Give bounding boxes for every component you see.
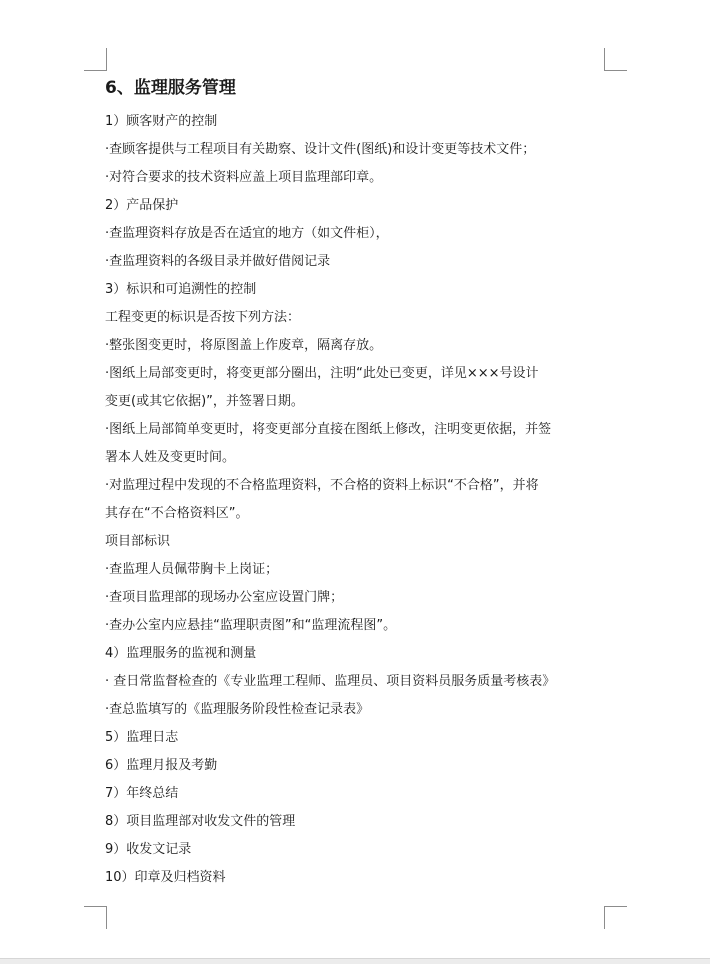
text-line: ·查监理资料的各级目录并做好借阅记录 — [105, 254, 331, 269]
text-line: ·图纸上局部简单变更时，将变更部分直接在图纸上修改，注明变更依据，并签 — [105, 422, 552, 437]
crop-mark-top-left — [84, 48, 107, 71]
crop-mark-bottom-right — [604, 906, 627, 929]
text-line: ·查项目监理部的现场办公室应设置门牌； — [105, 590, 344, 605]
text-line: 2）产品保护 — [105, 198, 179, 213]
text-line: 4）监理服务的监视和测量 — [105, 646, 257, 661]
text-line: 变更(或其它依据)”，并签署日期。 — [105, 394, 304, 409]
text-line: ·查办公室内应悬挂“监理职责图”和“监理流程图”。 — [105, 618, 397, 633]
text-line: 6）监理月报及考勤 — [105, 758, 218, 773]
text-line: 8）项目监理部对收发文件的管理 — [105, 814, 296, 829]
text-line: 7）年终总结 — [105, 786, 179, 801]
crop-mark-top-right — [604, 48, 627, 71]
text-line: 9）收发文记录 — [105, 842, 192, 857]
text-line: 署本人姓及变更时间。 — [105, 450, 236, 465]
text-line: 1）顾客财产的控制 — [105, 114, 218, 129]
text-line: ·对监理过程中发现的不合格监理资料，不合格的资料上标识“不合格”，并将 — [105, 478, 539, 493]
text-line: ·查监理资料存放是否在适宜的地方（如文件柜）， — [105, 226, 389, 241]
text-line: ·对符合要求的技术资料应盖上项目监理部印章。 — [105, 170, 383, 185]
page-bottom-edge — [0, 958, 710, 964]
text-line: ·查监理人员佩带胸卡上岗证； — [105, 562, 279, 577]
text-line: 项目部标识 — [105, 534, 171, 549]
text-line: 3）标识和可追溯性的控制 — [105, 282, 257, 297]
section-heading: 6、监理服务管理 — [105, 78, 236, 98]
document-body — [105, 74, 605, 892]
text-line: 其存在“不合格资料区”。 — [105, 506, 249, 521]
text-line: ·查总监填写的《监理服务阶段性检查记录表》 — [105, 702, 370, 717]
text-line: · 查日常监督检查的《专业监理工程师、监理员、项目资料员服务质量考核表》 — [105, 674, 556, 689]
text-line: ·查顾客提供与工程项目有关勘察、设计文件(图纸)和设计变更等技术文件； — [105, 142, 536, 157]
text-line: 5）监理日志 — [105, 730, 179, 745]
text-line: ·图纸上局部变更时，将变更部分圈出，注明“此处已变更，详见×××号设计 — [105, 366, 539, 381]
text-line: ·整张图变更时，将原图盖上作废章，隔离存放。 — [105, 338, 383, 353]
crop-mark-bottom-left — [84, 906, 107, 929]
text-line: 工程变更的标识是否按下列方法： — [105, 310, 301, 325]
text-line: 10）印章及归档资料 — [105, 870, 226, 885]
